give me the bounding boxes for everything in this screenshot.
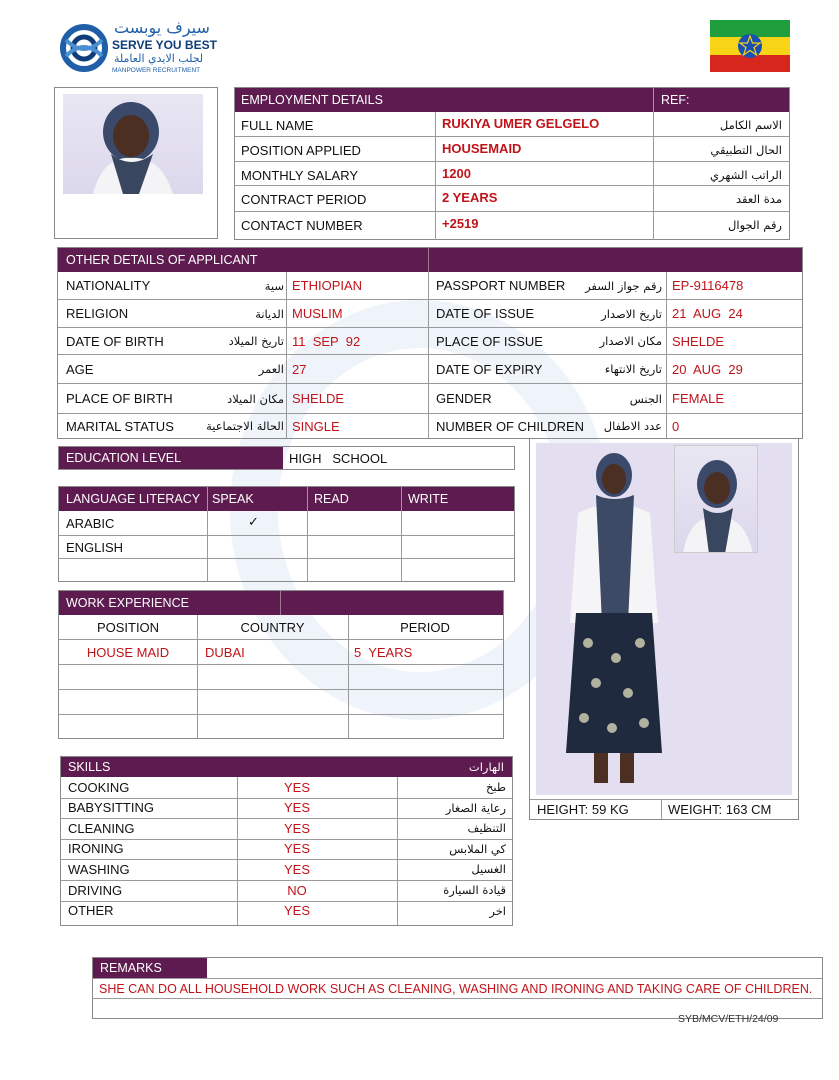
work-experience-header <box>59 591 503 615</box>
other-left-arabic-label: مكان الميلاد <box>227 391 284 406</box>
other-left-label: MARITAL STATUS <box>66 418 174 434</box>
other-left-arabic-label: الديانة <box>255 306 284 321</box>
brand-tagline: MANPOWER RECRUITMENT <box>112 67 201 74</box>
small-portrait-photo <box>674 445 758 553</box>
skill-name: OTHER <box>68 903 114 919</box>
height-label: HEIGHT: 59 KG <box>537 802 629 817</box>
skill-name: WASHING <box>68 861 130 877</box>
skill-arabic-label: اخر <box>489 903 506 918</box>
brand-arabic-name: سيرف يوبست <box>114 18 210 37</box>
other-left-value: SINGLE <box>292 418 340 434</box>
footer-code: SYB/MCV/ETH/24/09 <box>678 1013 779 1025</box>
skill-value: YES <box>283 820 310 836</box>
employment-arabic-label: رقم الجوال <box>728 218 782 232</box>
employment-label: FULL NAME <box>241 117 314 133</box>
other-right-arabic-label: تاريخ الانتهاء <box>604 362 662 376</box>
portrait-photo-frame <box>54 87 218 239</box>
other-right-label: GENDER <box>436 391 492 406</box>
brand-name: SERVE YOU BEST <box>112 38 217 52</box>
full-body-photo-frame <box>529 438 799 820</box>
skill-name: COOKING <box>68 779 130 795</box>
other-right-value: 0 <box>672 418 680 434</box>
work-position: HOUSE MAID <box>86 644 170 660</box>
language-name: ARABIC <box>66 515 115 531</box>
other-right-value: 20 AUG 29 <box>672 361 743 377</box>
employment-arabic-label: الراتب الشهري <box>710 168 782 182</box>
other-right-arabic-label: رقم جواز السفر <box>585 278 662 293</box>
ethiopia-flag-icon <box>710 20 790 72</box>
employment-label: POSITION APPLIED <box>241 142 361 158</box>
language-name: ENGLISH <box>66 539 124 555</box>
other-right-label: NUMBER OF CHILDREN <box>436 418 585 434</box>
remarks-header: REMARKS <box>93 958 207 978</box>
other-left-value: ETHIOPIAN <box>292 278 363 293</box>
skill-arabic-label: كي الملابس <box>449 841 506 856</box>
other-left-label: RELIGION <box>66 306 129 321</box>
other-right-label: PASSPORT NUMBER <box>436 278 566 293</box>
skill-value: YES <box>283 903 310 919</box>
skill-name: IRONING <box>68 841 124 857</box>
skill-name: BABYSITTING <box>68 800 154 816</box>
other-left-value: SHELDE <box>292 391 345 406</box>
work-column-header: COUNTRY <box>240 619 305 635</box>
work-experience-header-label: WORK EXPERIENCE <box>66 596 189 610</box>
other-left-label: NATIONALITY <box>66 278 151 293</box>
other-right-value: SHELDE <box>672 333 725 349</box>
remarks-box <box>92 957 823 1019</box>
language-column-header: LANGUAGE LITERACY <box>66 492 201 506</box>
other-left-arabic-label: الحالة الاجتماعية <box>206 419 284 433</box>
employment-arabic-label: مدة العقد <box>736 192 782 206</box>
work-country: DUBAI <box>205 644 245 660</box>
other-details-header <box>58 248 802 272</box>
skill-arabic-label: الغسيل <box>471 862 506 877</box>
work-column-header: PERIOD <box>400 619 450 635</box>
skill-value: YES <box>283 800 310 816</box>
ref-label: REF: <box>661 93 690 107</box>
employment-label: CONTRACT PERIOD <box>241 191 367 207</box>
employment-header <box>235 88 789 112</box>
remarks-text: SHE CAN DO ALL HOUSEHOLD WORK SUCH AS CLEANING, WASHING AND IRONING AND TAKING CARE OF CHILDREN. <box>99 982 813 996</box>
education-row <box>58 446 515 470</box>
other-left-label: PLACE OF BIRTH <box>66 391 173 406</box>
other-right-label: DATE OF ISSUE <box>436 306 534 321</box>
other-right-arabic-label: عدد الاطفال <box>603 419 662 433</box>
employment-arabic-label: الحال التطبيقي <box>710 143 782 157</box>
other-left-arabic-label: تاريخ الميلاد <box>228 334 284 348</box>
other-right-label: PLACE OF ISSUE <box>436 333 543 349</box>
work-column-header: POSITION <box>96 619 160 635</box>
other-right-label: DATE OF EXPIRY <box>436 361 543 377</box>
other-left-arabic-label: سية <box>264 278 284 293</box>
employment-value: +2519 <box>442 215 479 231</box>
other-left-label: AGE <box>66 361 94 377</box>
skills-header-arabic: الهارات <box>468 760 504 774</box>
work-experience-table <box>58 590 504 739</box>
skill-arabic-label: قيادة السيارة <box>443 883 506 897</box>
education-label: EDUCATION LEVEL <box>59 447 283 469</box>
other-left-value: MUSLIM <box>292 306 343 321</box>
other-right-arabic-label: مكان الاصدار <box>599 334 662 348</box>
language-column-header: WRITE <box>408 492 449 506</box>
skill-name: DRIVING <box>68 882 123 898</box>
brand-arabic-tagline: لجلب الايدي العاملة <box>114 52 204 65</box>
other-details-header-label: OTHER DETAILS OF APPLICANT <box>66 253 258 267</box>
work-period: 5 YEARS <box>354 644 413 660</box>
other-right-value: FEMALE <box>672 391 725 406</box>
employment-label: MONTHLY SALARY <box>241 167 359 183</box>
other-left-value: 27 <box>292 361 307 377</box>
other-right-arabic-label: الجنس <box>629 391 662 406</box>
skill-arabic-label: رعاية الصغار <box>445 800 506 815</box>
other-left-label: DATE OF BIRTH <box>66 333 164 349</box>
employment-value: 2 YEARS <box>442 189 498 205</box>
employment-label: CONTACT NUMBER <box>241 217 363 233</box>
education-value: HIGH SCHOOL <box>289 451 388 466</box>
skill-arabic-label: التنظيف <box>467 821 506 836</box>
skill-arabic-label: طبخ <box>485 780 506 794</box>
skill-value: YES <box>283 861 310 877</box>
employment-value: 1200 <box>442 165 471 181</box>
skill-value: YES <box>283 779 310 795</box>
portrait-photo <box>63 94 203 194</box>
other-right-value: 21 AUG 24 <box>672 306 743 321</box>
other-left-value: 11 SEP 92 <box>292 333 361 349</box>
other-left-arabic-label: العمر <box>258 362 284 376</box>
company-logo <box>58 20 218 80</box>
language-speak-check: ✓ <box>248 514 259 529</box>
employment-value: RUKIYA UMER GELGELO <box>442 115 600 131</box>
skills-header-label: SKILLS <box>68 760 111 774</box>
language-column-header: READ <box>314 492 349 506</box>
employment-value: HOUSEMAID <box>442 140 522 156</box>
employment-header-label: EMPLOYMENT DETAILS <box>241 93 383 107</box>
other-right-arabic-label: تاريخ الاصدار <box>601 306 662 321</box>
skill-value: YES <box>283 841 310 857</box>
other-right-value: EP-9116478 <box>672 278 744 293</box>
skills-header <box>61 757 512 777</box>
logo-knot-icon <box>58 20 110 76</box>
language-column-header: SPEAK <box>212 492 254 506</box>
employment-arabic-label: الاسم الكامل <box>719 118 782 132</box>
weight-label: WEIGHT: 163 CM <box>668 802 772 817</box>
skill-name: CLEANING <box>68 820 135 836</box>
skill-value: NO <box>287 882 307 898</box>
